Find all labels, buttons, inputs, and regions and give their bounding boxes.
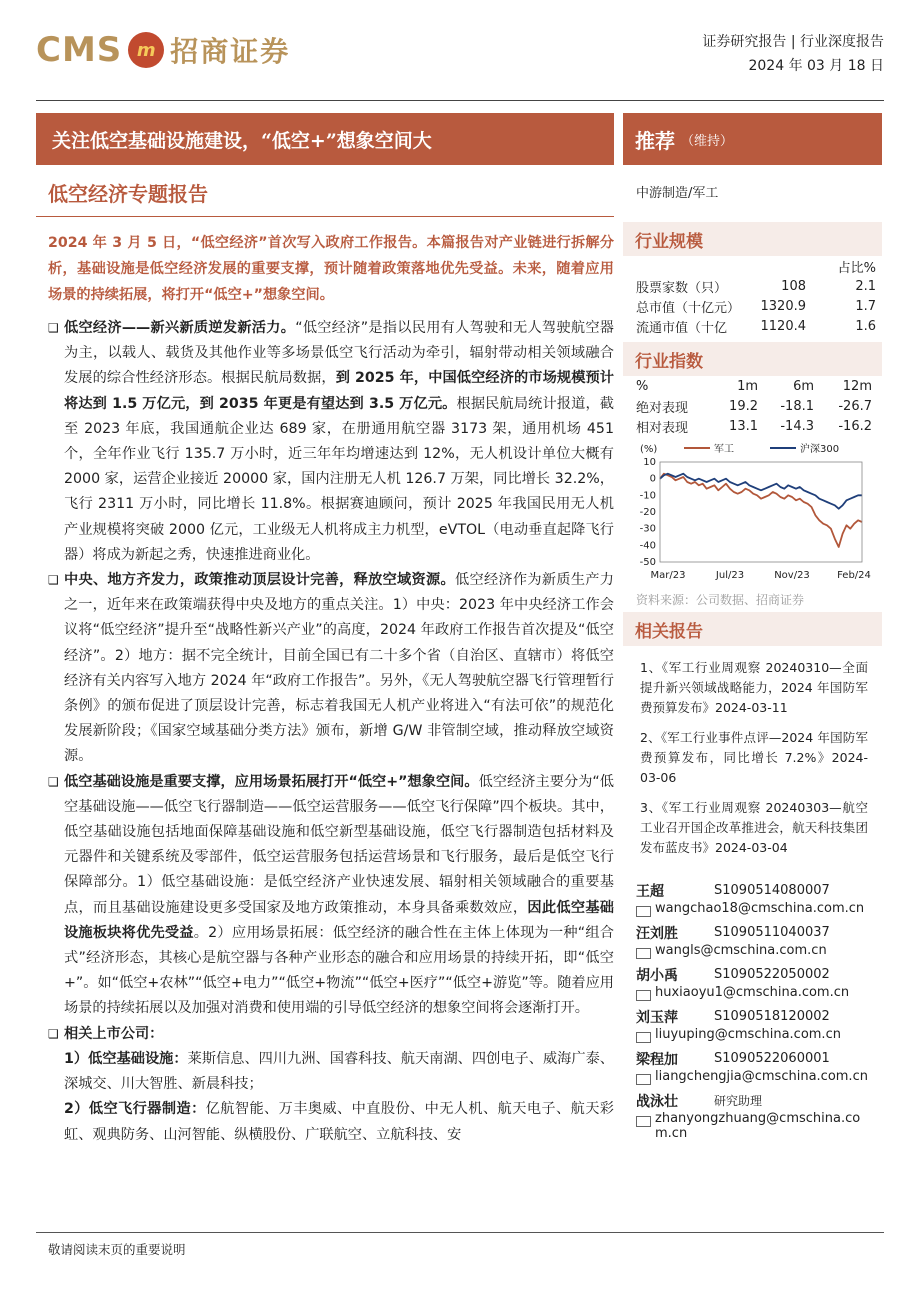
mail-icon <box>636 948 651 959</box>
analyst-id: 研究助理 <box>714 1094 763 1108</box>
index-title: 行业指数 <box>635 351 703 372</box>
analyst-email[interactable]: zhanyongzhuang@cmschina.com.cn <box>655 1111 861 1141</box>
title-banner <box>36 113 614 165</box>
row-value: 19.2 <box>729 398 758 414</box>
table-row <box>636 276 876 296</box>
analyst-list <box>636 880 876 1141</box>
subtitle-divider <box>36 216 614 217</box>
row-value: 108 <box>781 278 806 294</box>
analyst-name: 战泳壮 <box>636 1093 678 1110</box>
analyst-email[interactable]: huxiaoyu1@cmschina.com.cn <box>655 985 850 1000</box>
analyst-name: 汪刘胜 <box>636 925 678 942</box>
index-table <box>636 376 876 436</box>
mail-icon <box>636 1116 651 1127</box>
checkbox-bullet-icon: ❑ <box>48 573 59 588</box>
summary-paragraph: 2024 年 3 月 5 日，“低空经济”首次写入政府工作报告。本篇报告对产业链进行拆解分析，基础设施是低空经济发展的重要支撑，预计随着政策落地优先受益。未来，随着应用场景的持续拓展，将打开“低空+”想象空间。 <box>48 235 614 303</box>
row-value: 13.1 <box>729 418 758 434</box>
company-category: 1）低空基础设施： <box>64 1050 188 1067</box>
row-value: -26.7 <box>838 398 872 414</box>
analyst-email[interactable]: wangchao18@cmschina.com.cn <box>655 901 865 916</box>
row-share: 1.7 <box>855 298 876 314</box>
related-reports <box>640 658 868 868</box>
row-label: 流通市值（十亿 <box>636 320 728 336</box>
company-names: 莱斯信息、四川九洲、国睿科技、航天南湖、四创电子、威海广泰、深城交、川大智胜、新晨科技； <box>64 1050 614 1093</box>
header-divider <box>36 100 884 101</box>
analyst-email-row <box>636 1111 876 1141</box>
y-tick-label: -30 <box>639 523 656 535</box>
x-tick-label: Feb/24 <box>837 570 871 581</box>
row-value: -18.1 <box>780 398 814 414</box>
report-link[interactable]: 2、《军工行业事件点评—2024 年国防军费预算发布，同比增长 7.2%》2024-03-06 <box>640 730 868 785</box>
y-tick-label: -40 <box>639 540 656 552</box>
footer-note: 敬请阅读末页的重要说明 <box>48 1242 186 1257</box>
bullet-heading: 低空经济——新兴新质逆发新活力。 <box>64 320 296 336</box>
main-body <box>48 316 614 1148</box>
index-section-title <box>623 342 882 376</box>
analyst-email-row <box>636 985 876 1006</box>
brand-logo <box>36 28 290 72</box>
table-row <box>636 396 876 416</box>
bullet-heading: 相关上市公司： <box>64 1025 164 1042</box>
series-line <box>660 474 862 509</box>
chart-source: 资料来源：公司数据、招商证券 <box>636 593 805 607</box>
index-line-chart <box>630 436 880 586</box>
analyst-row <box>636 1090 876 1111</box>
chart-ylabel: (%) <box>640 444 658 455</box>
report-date: 2024 年 03 月 18 日 <box>748 58 884 74</box>
col-header: 1m <box>737 378 758 394</box>
y-tick-label: -20 <box>639 507 656 518</box>
row-label: 总市值（十亿元） <box>636 300 741 316</box>
bullet-text: “低空经济”是指以民用有人驾驶和无人驾驶航空器为主，以载人、载货及其他作业等多场景低空飞行活动为牵引，辐射带动相关领域融合发展的综合性经济形态。根据民航局数据， <box>64 320 614 387</box>
bullet-bold-text: 因此低空基础设施板块将优先受益 <box>64 899 614 941</box>
scale-section-title <box>623 222 882 256</box>
analyst-email[interactable]: liangchengjia@cmschina.com.cn <box>655 1069 868 1084</box>
bullet-text: 低空经济作为新质生产力之一，近年来在政策端获得中央及地方的重点关注。1）中央：2023 年中央经济工作会议将“低空经济”提升至“战略性新兴产业”的高度，2024 年政府工作报告首次提及“低空经济”。2）地方：据不完全统计，目前全国已有二十多个省（自治区、直辖市）将低空经济有关内容写入地方 2024 年“政府工作报告”。另外，《无人驾驶航空器飞行管理暂行条例》的颁布促进了顶层设计完善，标志着我国无人机产业将进入“有法可依”的规范化发展新阶段；《国家空域基础分类方法》颁布，新增 G/W 非管制空域，推动释放空域资源。 <box>64 572 614 765</box>
report-link[interactable]: 3、《军工行业周观察 20240303—航空工业召开国企改革推进会，航天科技集团发布蓝皮书》2024-03-04 <box>640 800 868 855</box>
x-tick-label: Nov/23 <box>774 570 810 581</box>
row-value: -16.2 <box>838 418 872 434</box>
row-value: 1120.4 <box>760 318 806 334</box>
bullet-heading: 低空基础设施是重要支撑，应用场景拓展打开“低空+”想象空间。 <box>64 773 479 790</box>
x-tick-label: Mar/23 <box>650 570 686 581</box>
analyst-id: S1090518120002 <box>714 1009 830 1024</box>
bullet-item <box>48 770 614 1022</box>
y-tick-label: 0 <box>649 473 656 485</box>
company-category: 2）低空飞行器制造： <box>64 1101 206 1118</box>
analyst-name: 梁程加 <box>636 1051 678 1068</box>
col-header: % <box>636 378 649 394</box>
row-share: 1.6 <box>855 318 876 334</box>
rating-note: （维持） <box>681 133 734 149</box>
analyst-row <box>636 1006 876 1027</box>
row-label: 相对表现 <box>636 420 689 436</box>
analyst-name: 王超 <box>636 883 664 900</box>
checkbox-bullet-icon: ❑ <box>48 321 59 335</box>
logo-cms-text: CMS <box>36 30 123 70</box>
analyst-id: S1090522050002 <box>714 967 830 982</box>
bullet-text: 。2）应用场景拓展：低空经济的融合性在主体上体现为一种“组合式”经济形态，其核心是航空器与各种产业形态的融合和应用场景的持续开拓，即“低空+”。如“低空+农林”“低空+电力”“低空+物流”“低空+医疗”“低空+游览”等。随着应用场景的持续拓展以及加强对消费和使用端的引导低空经济的想象空间将会逐渐打开。 <box>64 924 614 1017</box>
legend-label: 沪深300 <box>800 444 840 455</box>
analyst-email[interactable]: liuyuping@cmschina.com.cn <box>655 1027 841 1042</box>
y-tick-label: -10 <box>639 490 656 502</box>
series-line <box>660 474 862 547</box>
analyst-name: 刘玉萍 <box>636 1009 678 1026</box>
footer-divider <box>36 1232 884 1233</box>
scale-title: 行业规模 <box>635 231 703 252</box>
row-value: 1320.9 <box>760 298 806 314</box>
analyst-email[interactable]: wangls@cmschina.com.cn <box>655 943 827 958</box>
header-meta <box>702 30 884 78</box>
analyst-row <box>636 1048 876 1069</box>
row-label: 绝对表现 <box>636 400 689 416</box>
report-link[interactable]: 1、《军工行业周观察 20240310—全面提升新兴领域战略能力，2024 年国防军费预算发布》2024-03-11 <box>640 660 868 715</box>
row-label: 股票家数（只） <box>636 280 728 296</box>
company-list-infra <box>48 1047 614 1097</box>
rating-label: 推荐 <box>635 128 675 153</box>
scale-table <box>636 256 876 336</box>
analyst-name: 胡小禹 <box>636 967 678 984</box>
checkbox-bullet-icon: ❑ <box>48 774 59 789</box>
analyst-email-row <box>636 1069 876 1090</box>
checkbox-bullet-icon: ❑ <box>48 1026 59 1041</box>
analyst-id: S1090511040037 <box>714 925 830 940</box>
analyst-id: S1090514080007 <box>714 883 830 898</box>
scale-header-row <box>636 256 876 276</box>
company-list-aircraft <box>48 1097 614 1147</box>
bullet-item <box>48 316 614 568</box>
rating-box <box>623 113 882 165</box>
legend-label: 军工 <box>714 444 734 455</box>
analyst-email-row <box>636 943 876 964</box>
mail-icon <box>636 1032 651 1043</box>
report-type: 证券研究报告 | 行业深度报告 <box>702 34 884 50</box>
index-header-row <box>636 376 876 396</box>
analyst-row <box>636 880 876 901</box>
col-header: 6m <box>793 378 814 394</box>
table-row <box>636 316 876 336</box>
company-names: 亿航智能、万丰奥威、中直股份、中无人机、航天电子、航天彩虹、观典防务、山河智能、纵横股份、广联航空、立航科技、安 <box>64 1101 614 1143</box>
x-tick-label: Jul/23 <box>715 570 745 581</box>
chart-plot-area <box>660 462 862 562</box>
analyst-email-row <box>636 901 876 922</box>
mail-icon <box>636 990 651 1001</box>
bullet-item <box>48 1022 614 1047</box>
logo-cn-text: 招商证券 <box>170 35 291 68</box>
table-row <box>636 416 876 436</box>
y-tick-label: -50 <box>639 557 656 568</box>
mail-icon <box>636 1074 651 1085</box>
row-value: -14.3 <box>780 418 814 434</box>
bullet-text: 低空经济主要分为“低空基础设施——低空飞行器制造——低空运营服务——低空飞行保障”四个板块。其中，低空基础设施包括地面保障基础设施和低空新型基础设施，低空飞行器制造包括材料及元器件和关键系统及零部件，低空运营服务包括运营场景和飞行服务，最后是低空飞行保障部分。1）低空基础设施：是低空经济产业快速发展、辐射相关领域融合的重要基点，而且基础设施建设更多受国家及地方政策推动，本身具备乘数效应， <box>64 773 614 916</box>
col-header: 12m <box>842 378 872 394</box>
sector-label: 中游制造/军工 <box>636 186 719 201</box>
report-subtitle: 低空经济专题报告 <box>48 182 208 206</box>
row-share: 2.1 <box>855 278 876 294</box>
reports-section-title <box>623 612 882 646</box>
bullet-item <box>48 568 614 770</box>
y-tick-label: 10 <box>643 457 656 468</box>
logo-badge-icon: m <box>128 32 164 68</box>
analyst-row <box>636 964 876 985</box>
report-title: 关注低空基础设施建设，“低空+”想象空间大 <box>52 129 432 152</box>
bullet-text: 根据民航局统计报道，截至 2023 年底，我国通航企业达 689 家，在册通用航空器 3173 架，通用机场 451 个，全年作业飞行 135.7 万小时，近三年年均增速达到 12%，无人机设计单位大概有 2000 家，运营企业接近 20000 家，国内注册无人机 126.7 万架，同比增长 32.2%，飞行 2311 万小时，同比增长 11.8%。根据赛迪顾问，预计 2025 年我国民用无人机产业规模将突破 2000 亿元，工业级无人机将成主力机型，eVTOL（电动垂直起降飞行器）将成为新起之秀，快速推进商业化。 <box>64 395 614 563</box>
analyst-id: S1090522060001 <box>714 1051 830 1066</box>
analyst-email-row <box>636 1027 876 1048</box>
bullet-bold-text: 到 2025 年，中国低空经济的市场规模预计将达到 1.5 万亿元，到 2035 年更是有望达到 3.5 万亿元。 <box>64 370 614 412</box>
reports-title: 相关报告 <box>635 621 703 642</box>
bullet-heading: 中央、地方齐发力，政策推动顶层设计完善，释放空域资源。 <box>64 572 455 589</box>
table-row <box>636 296 876 316</box>
analyst-row <box>636 922 876 943</box>
scale-header: 占比% <box>837 260 876 276</box>
mail-icon <box>636 906 651 917</box>
